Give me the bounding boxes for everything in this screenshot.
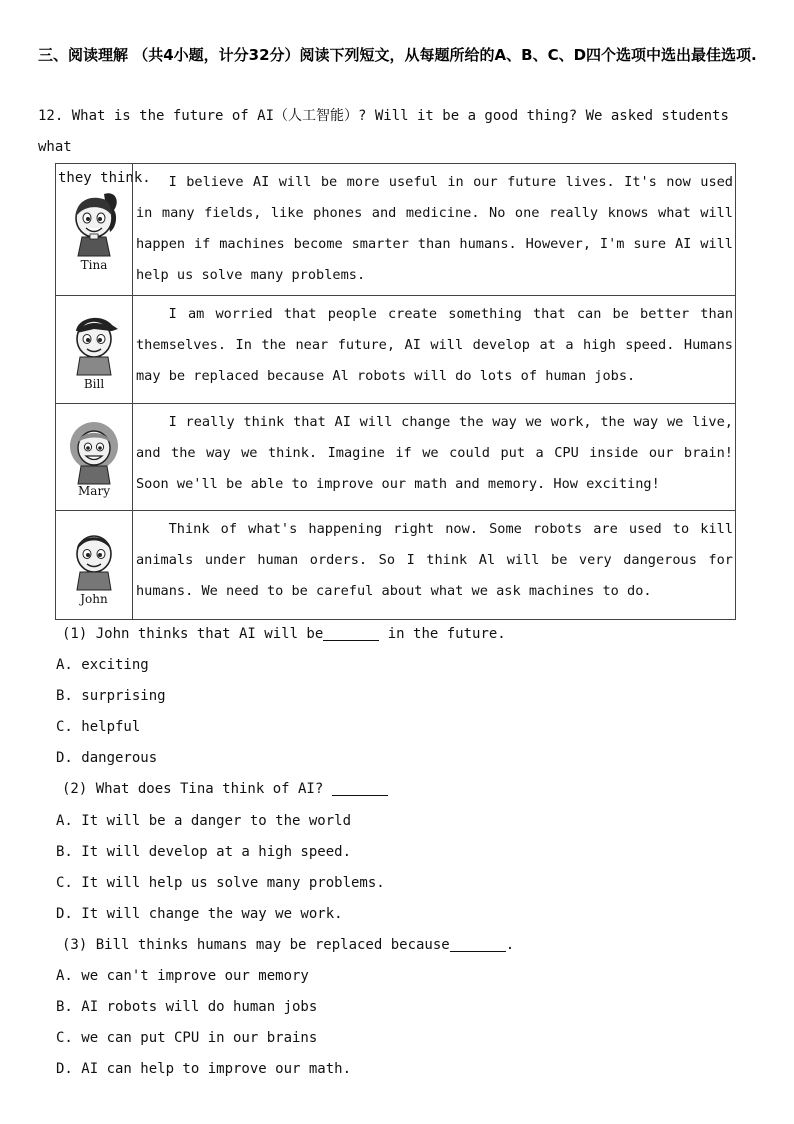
questions-list <box>56 619 756 1085</box>
option-c[interactable]: C. helpful <box>56 719 141 736</box>
question-3 <box>56 930 756 1085</box>
answer-blank[interactable] <box>323 624 379 641</box>
opinion-text-cell <box>133 404 736 511</box>
question-intro-line2: they think. <box>58 170 151 186</box>
answer-blank[interactable] <box>450 935 506 952</box>
option-a[interactable]: A. we can't improve our memory <box>56 968 309 985</box>
girl-curly-avatar-icon <box>65 416 123 486</box>
option-d[interactable]: D. It will change the way we work. <box>56 905 343 922</box>
answer-blank[interactable] <box>332 779 388 796</box>
opinion-row-tina <box>56 164 736 296</box>
opinion-text: Think of what's happening right now. Some robots are used to kill animals under human orders. So I think Al will be very dangerous for humans. We need to be careful about what we ask machines to do. <box>136 521 733 599</box>
opinion-text-cell <box>133 511 736 620</box>
boy-cap-avatar-icon <box>66 309 122 379</box>
stem-text: (2) What does Tina think of AI? <box>62 781 332 798</box>
question-stem <box>56 774 756 805</box>
girl-ponytail-avatar-icon <box>66 188 122 260</box>
option-c[interactable]: C. we can put CPU in our brains <box>56 1030 318 1047</box>
opinion-row-john <box>56 511 736 620</box>
question-intro-line1: 12. What is the future of AI（人工智能）? Will it be a good thing? We asked students what <box>38 108 729 155</box>
opinion-row-mary <box>56 404 736 511</box>
option-d[interactable]: D. dangerous <box>56 750 158 767</box>
stem-text: (1) John thinks that AI will be <box>62 626 324 642</box>
option-b[interactable]: B. surprising <box>56 688 166 705</box>
opinion-text: I really think that AI will change the way we work, the way we live, and the way we think. Imagine if we could put a CPU inside our brain! Soon we'll be able to improve our math and memory. How exciting! <box>136 414 733 492</box>
opinion-text-cell <box>133 164 736 296</box>
avatar-name-label: Tina <box>80 257 108 272</box>
avatar-name-label: Mary <box>78 484 110 498</box>
opinion-text-cell <box>133 296 736 404</box>
avatar-name-label: Bill <box>83 376 105 391</box>
stem-text: (3) Bill thinks humans may be replaced because <box>62 936 450 953</box>
stem-text-after: . <box>505 936 515 953</box>
question-stem <box>56 930 756 961</box>
opinion-row-bill <box>56 296 736 404</box>
option-c[interactable]: C. It will help us solve many problems. <box>56 874 385 891</box>
question-2 <box>56 774 756 929</box>
opinion-text: I am worried that people create something that can be better than themselves. In the near future, AI will develop at a high speed. Humans may be replaced because Al robots will do lots of human jobs. <box>136 306 733 384</box>
option-a[interactable]: A. exciting <box>56 657 149 674</box>
question-stem <box>56 619 756 650</box>
option-a[interactable]: A. It will be a danger to the world <box>56 812 352 829</box>
avatar-name-label: John <box>80 592 108 606</box>
avatar-cell <box>56 164 133 296</box>
option-d[interactable]: D. AI can help to improve our math. <box>56 1061 352 1078</box>
opinion-text: I believe AI will be more useful in our future lives. It's now used in many fields, like phones and medicine. No one really knows what will happen if machines become smarter than humans. However, I'm sure AI will help us solve many problems. <box>136 174 733 283</box>
opinions-table <box>55 163 736 620</box>
option-b[interactable]: B. It will develop at a high speed. <box>56 843 352 860</box>
question-1 <box>56 619 756 774</box>
boy-short-hair-avatar-icon <box>66 524 122 594</box>
option-b[interactable]: B. AI robots will do human jobs <box>56 999 318 1016</box>
avatar-cell <box>56 404 133 511</box>
stem-text-after: in the future. <box>379 626 506 642</box>
avatar-cell <box>56 296 133 404</box>
section-heading: 三、阅读理解 （共4小题，计分32分）阅读下列短文，从每题所给的A、B、C、D四个选项中选出最佳选项. <box>38 46 757 64</box>
avatar-cell <box>56 511 133 620</box>
